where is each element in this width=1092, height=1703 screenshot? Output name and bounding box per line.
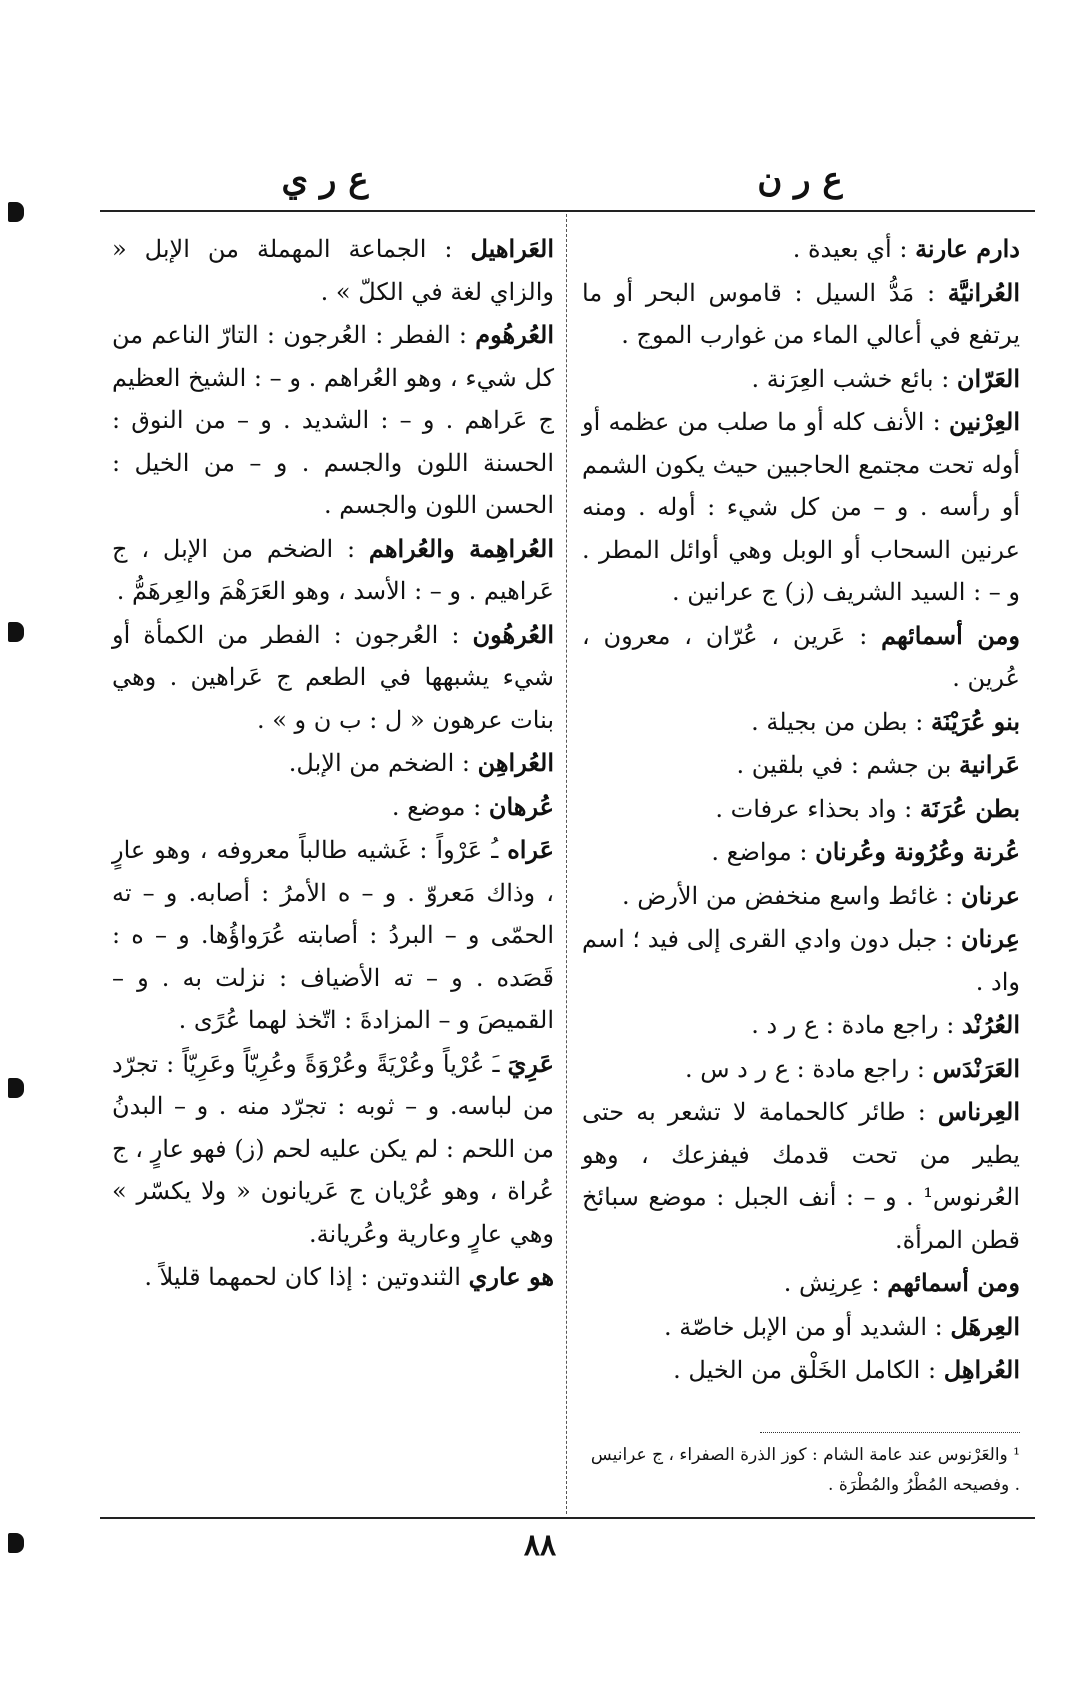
headword: بطن عُرَنَة [919, 793, 1020, 823]
definition: : راجع مادة : ع ر د . [751, 1011, 962, 1039]
headword: هو عاري [468, 1262, 554, 1291]
definition: : الفطر : العُرجون : التارّ الناعم من كل شيء ، وهو العُراهم . و – : الشيخ العظيم ج عَراهم . و – : الشديد . و – من النوق : الحسنة اللون والجسم . و – من الخيل : الحسن اللون والجسم . [112, 321, 554, 519]
definition: الثندوتين : إذا كان لحمهما قليلاً . [144, 1263, 469, 1291]
definition: : راجع مادة : ع ر د س . [684, 1054, 933, 1083]
headword: العُرهُوم [475, 320, 554, 349]
definition: : أي بعيدة . [792, 235, 916, 263]
definition: : بائع خشب العِرَنة . [751, 364, 957, 393]
definition: : عِرنِش . [783, 1269, 888, 1297]
entry [582, 831, 1020, 874]
headword: العُرُنْد [961, 1010, 1020, 1039]
entry [582, 1349, 1020, 1392]
entry [582, 744, 1020, 787]
headword: عرنان [960, 880, 1020, 910]
headword: عَرانية [958, 750, 1020, 779]
right-column [582, 228, 1020, 1393]
headword: العِرهَل [950, 1311, 1020, 1341]
headword: بنو عُرَيْنَة [930, 706, 1020, 736]
entry [582, 1262, 1020, 1305]
entry [582, 272, 1020, 357]
footnote-rule [760, 1432, 1020, 1433]
left-column [112, 228, 554, 1300]
headword: عِرنان [960, 924, 1020, 953]
entry [582, 358, 1020, 401]
definition: : الأنف كله أو ما صلب من عظمه أو أوله تحت مجتمع الحاجبين حيث يكون الشمم أو رأسه . و – من كل شيء : أوله . ومنه عرنين السحاب أو الوبل وهي أوائل المطر . و – : السيد الشريف (ز) ج عرانين . [582, 408, 1020, 606]
entry [112, 1043, 554, 1256]
bottom-rule [100, 1517, 1035, 1519]
entry [582, 1048, 1020, 1091]
definition: : بطن من بجيلة . [751, 707, 931, 736]
thumb-index-mark [8, 1533, 24, 1553]
headword: ومن أسمائهم [881, 620, 1021, 650]
headword: العُراهِل [943, 1355, 1020, 1384]
headword: العَرّان [956, 363, 1020, 393]
entry [582, 615, 1020, 700]
entry [112, 1256, 554, 1299]
entry [112, 742, 554, 785]
definition: : واد بحذاء عرفات . [715, 794, 920, 823]
entry [112, 314, 554, 527]
definition: بن جشم : في بلقين . [736, 751, 959, 779]
entry [582, 1091, 1020, 1261]
thumb-index-mark [8, 1078, 24, 1098]
definition: : الشديد أو من الإبل خاصّة . [663, 1312, 951, 1341]
headword: العِرناس [937, 1097, 1020, 1126]
entry [582, 788, 1020, 831]
running-header-left: ع ر ي [281, 160, 369, 200]
column-divider [566, 214, 567, 1514]
entry [582, 401, 1020, 614]
page-number: ٨٨ [523, 1528, 557, 1563]
definition: : الكامل الخَلْق من الخيل . [673, 1356, 944, 1384]
definition: ـَ عُرْياً وعُرْيَةً وعُرْوَةً وعُرِيّاً وعَرِيّاً : تجرّد من لباسه. و – ثوبه : تجرّد منه . و – البدنُ من اللحم : لم يكن عليه لحم (ز) فهو عارٍ ، ج عُراة ، وهو عُرْيان ج عَريانون « ولا يكسّر » وهي عارٍ وعارية وعُريانة. [112, 1049, 555, 1248]
thumb-index-mark [8, 622, 24, 642]
entry [112, 228, 554, 313]
definition: : موضع . [391, 792, 489, 821]
headword: العُراهِمة والعُراهم [368, 533, 554, 563]
headword: العُرانيَّة [947, 277, 1020, 307]
entry [112, 829, 554, 1042]
entry [112, 786, 554, 829]
thumb-index-mark [8, 202, 24, 222]
headword: العُرهُون [472, 619, 554, 649]
headword: العَراهيل [470, 234, 554, 263]
headword: العُراهِن [477, 748, 554, 777]
definition: ـُ عَرْواً : غَشيه طالباً معروفه ، وهو عارٍ ، وذاك مَعروّ . و – ه الأمرُ : أصابه. و – ته الحمّى و – البردُ : أصابته عُرَواؤُها. و – ه : قَصَده . و – ته الأضياف : نزلت به . و – القميصَ و – المزادةَ : اتّخذ لهما عُرًى . [112, 836, 554, 1034]
headword: العِرْنين [949, 407, 1020, 436]
headword: دارم عارنة [915, 234, 1020, 263]
definition: : غائط واسع منخفض من الأرض . [622, 881, 961, 910]
entry [582, 228, 1020, 271]
top-rule [100, 210, 1035, 212]
entry [582, 1306, 1020, 1349]
footnote: ¹ والعَرْنوس عند عامة الشام : كوز الذرة الصفراء ، ج عرانيس . وفصيحه المُطْرُ والمُطْرَة . [590, 1445, 1020, 1495]
definition: : مواضع . [711, 838, 816, 866]
headword: عُرنة وعُرُونة وعُرنان [815, 837, 1020, 866]
entry [582, 701, 1020, 744]
headword: عُرهان [488, 791, 554, 821]
definition: : العُرجون : الفطر من الكمأة أو شيء يشبهها في الطعم ج عَراهين . وهي بنات عرهون « ل : ب ن و » . [112, 620, 554, 734]
definition: : جبل دون وادي القرى إلى فيد ؛ اسم واد . [582, 925, 1020, 996]
running-header-right: ع ر ن [757, 160, 843, 200]
entry [112, 528, 554, 613]
entry [582, 1004, 1020, 1047]
definition: : عَرين ، عُرّان ، معرون ، عُرين . [582, 621, 1020, 692]
entry [112, 614, 554, 742]
entry [582, 918, 1020, 1003]
definition: : طائر كالحمامة لا تشعر به حتى يطير من تحت قدمك فيفزعك ، وهو العُرنوس¹ . و – : أنف الجبل : موضع سبائخ قطن المرأة. [582, 1098, 1020, 1254]
headword: العَرَنْدَس [932, 1053, 1020, 1083]
entry [582, 875, 1020, 918]
definition: : الضخم من الإبل ، ج عَراهيم . و – : الأسد ، وهو العَرَهْمَ والعِرهَمُّ . [112, 534, 554, 605]
definition: : مَدُّ السيل : قاموس البحر أو ما يرتفع في أعالي الماء من غوارب الموج . [582, 278, 1020, 349]
headword: عَراه [507, 835, 554, 864]
definition: : الضخم من الإبل. [288, 749, 478, 777]
definition: : الجماعة المهملة من الإبل « والزاي لغة في الكلّ » . [112, 235, 554, 306]
headword: ومن أسمائهم [887, 1268, 1020, 1297]
headword: عَرِيَ [507, 1048, 554, 1078]
